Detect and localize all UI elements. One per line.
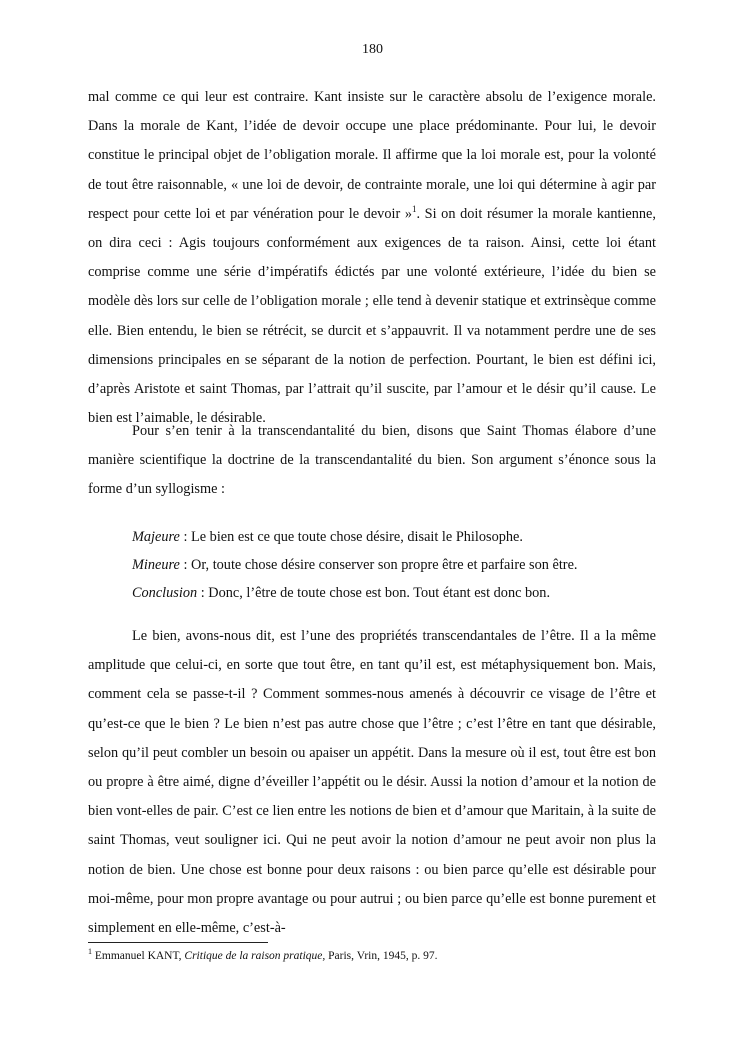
footnote-divider [88,942,268,943]
syllogism-major [132,523,652,551]
footnote-number: 1 [88,947,92,957]
syllogism-text: : Or, toute chose désire conserver son propre être et parfaire son être. [179,557,578,573]
footnote-title: Critique de la raison pratique, [184,950,326,962]
footnote-author: Emmanuel KANT, [92,950,185,962]
syllogism-term: Majeure [132,529,180,545]
footnote-reference[interactable]: 1 [411,204,417,215]
footnote [88,949,656,963]
syllogism-block [132,523,652,607]
syllogism-minor [132,551,652,579]
syllogism-term: Mineure [132,557,180,573]
paragraph-good-and-love: Le bien, avons-nous dit, est l’une des propriétés transcendantales de l’être. Il a la même amplitude que celui-ci, en sorte que tout être, en tant qu’il est, est métaphysiquement bon. Mais, comment cela se passe-t-il ? Comment sommes-nous amenés à découvrir ce visage de l’être et qu’est-ce que le bien ? Le bien n’est pas autre chose que l’être ; c’est l’être en tant que désirable, selon qu’il peut combler un besoin ou apaiser un appétit. Dans la mesure où il est, tout être est bon ou propre à être aimé, digne d’éveiller l’appétit ou le désir. Aussi la notion d’amour et la notion de bien vont-elles de pair. C’est ce lien entre les notions de bien et d’amour que Maritain, à la suite de saint Thomas, veut souligner ici. Qui ne peut avoir la notion d’amour ne peut avoir non plus la notion de bien. Une chose est bonne pour deux raisons : ou bien parce qu’elle est désirable pour moi-même, pour mon propre avantage ou pour autrui ; ou bien parce qu’elle est bonne purement et simplement en elle-même, c’est-à- [88,628,656,937]
paragraph-transcendentality: Pour s’en tenir à la transcendantalité du bien, disons que Saint Thomas élabore d’une manière scientifique la doctrine de la transcendantalité du bien. Son argument s’énonce sous la forme d’un syllogisme : [88,423,656,498]
footnote-details: Paris, Vrin, 1945, p. 97. [325,950,438,962]
syllogism-text: : Donc, l’être de toute chose est bon. Tout étant est donc bon. [197,585,551,601]
page-number: 180 [362,42,383,57]
paragraph-text: mal comme ce qui leur est contraire. Kant insiste sur le caractère absolu de l’exigence morale. Dans la morale de Kant, l’idée de devoir occupe une place prédominante. Pour lui, le devoir constitue le principal objet de l’obligation morale. Il affirme que la loi morale est, pour la volonté de tout être raisonnable, « une loi de devoir, de contrainte morale, une loi qui détermine à agir par respect pour cette loi et par vénération pour le devoir » [88,89,656,222]
paragraph-text: . Si on doit résumer la morale kantienne, on dira ceci : Agis toujours conformément aux exigences de ta raison. Ainsi, cette loi étant comprise comme une série d’impératifs édictés par une volonté extérieure, l’idée du bien se modèle dès lors sur celle de l’obligation morale ; elle tend à devenir statique et extrinsèque comme elle. Bien entendu, le bien se rétrécit, se durcit et s’appauvrit. Il va notamment perdre une de ses dimensions principales en se séparant de la notion de perfection. Pourtant, le bien est défini ici, d’après Aristote et saint Thomas, par l’attrait qu’il suscite, par l’amour et le désir qu’il cause. Le bien est l’aimable, le désirable. [88,205,656,427]
syllogism-conclusion [132,579,652,607]
syllogism-text: : Le bien est ce que toute chose désire, disait le Philosophe. [179,529,523,545]
syllogism-term: Conclusion [132,585,198,601]
paragraph-kant-duty [88,83,656,433]
